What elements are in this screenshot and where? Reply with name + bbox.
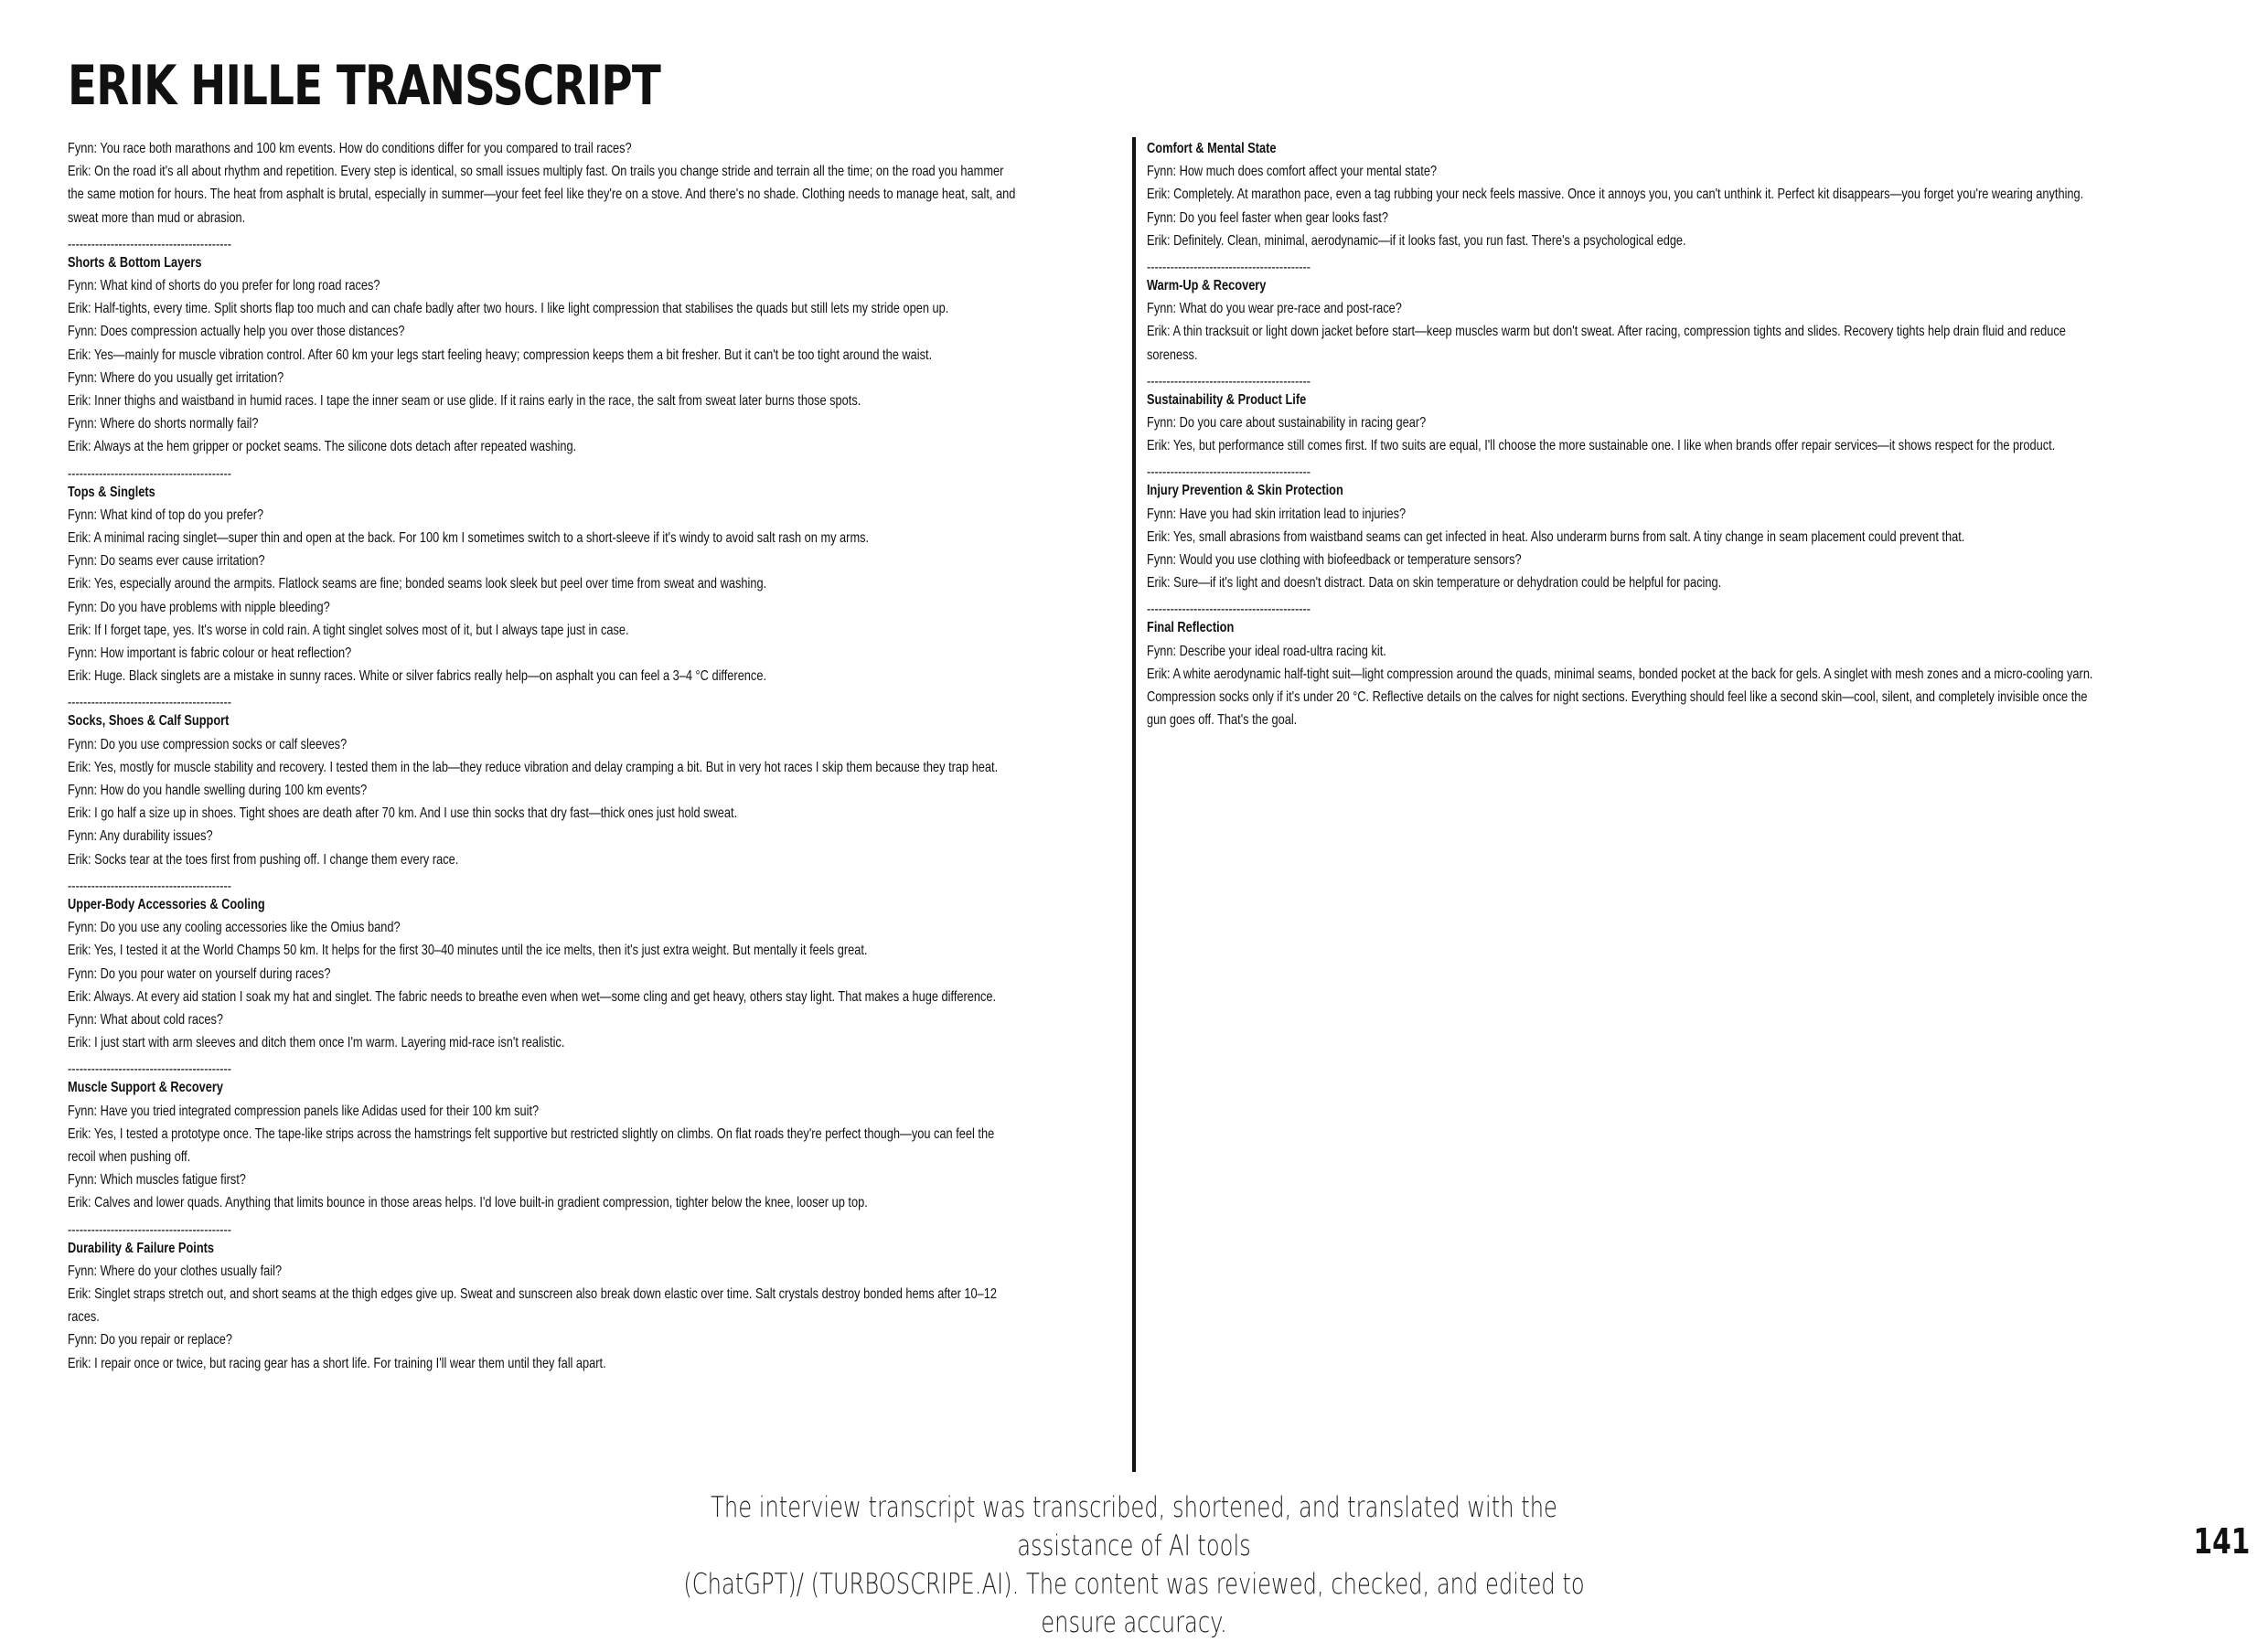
transcript-line: the same motion for hours. The heat from asphalt is brutal, especially in summer—your feet feel like they're on a stove. And there's no shade. Clothing needs to manage heat, salt, and xyxy=(68,187,1016,203)
transcript-line: Erik: I just start with arm sleeves and ditch them once I'm warm. Layering mid-race isn't realistic. xyxy=(68,1035,565,1051)
transcript-section xyxy=(68,239,1129,459)
section-heading: Tops & Singlets xyxy=(68,484,155,500)
section-heading: Upper-Body Accessories & Cooling xyxy=(68,896,265,912)
transcript-line: Erik: Half-tights, every time. Split shorts flap too much and can chafe badly after two hours. I like light compression that stabilises the quads but still lets my stride open up. xyxy=(68,301,949,317)
section-heading: Warm-Up & Recovery xyxy=(1147,278,1267,294)
transcript-line: Erik: Yes, I tested a prototype once. The tape-like strips across the hamstrings felt supportive but restricted slightly on climbs. On flat roads they're perfect though—you can feel the xyxy=(68,1125,995,1142)
section-heading: Durability & Failure Points xyxy=(68,1240,215,1256)
transcript-line: gun goes off. That's the goal. xyxy=(1147,712,1298,729)
transcript-line: Fynn: Would you use clothing with biofeedback or temperature sensors? xyxy=(1147,552,1522,569)
transcript-line: Fynn: Do seams ever cause irritation? xyxy=(68,553,265,570)
transcript-section xyxy=(68,468,1129,688)
transcript-line: Fynn: Do you repair or replace? xyxy=(68,1332,232,1349)
transcript-line: Erik: A minimal racing singlet—super thin and open at the back. For 100 km I sometimes switch to a short-sleeve if it's windy to avoid salt rash on my arms. xyxy=(68,530,870,547)
transcript-section xyxy=(1147,466,2208,594)
transcript-line: Fynn: Do you feel faster when gear looks fast? xyxy=(1147,209,1388,226)
transcript-line: Erik: Yes—mainly for muscle vibration control. After 60 km your legs start feeling heavy; compression keeps them a bit fresher. But it can't be too tight around the waist. xyxy=(68,347,933,363)
transcript-section xyxy=(68,880,1129,1054)
section-divider: ------------------------------------------ xyxy=(68,880,232,893)
transcript-line: Erik: Yes, mostly for muscle stability and recovery. I tested them in the lab—they reduce vibration and delay cramping a bit. But in very hot races I skip them because they trap heat. xyxy=(68,759,999,775)
transcript-line: Fynn: Do you have problems with nipple bleeding? xyxy=(68,599,330,615)
transcript-line: Fynn: Have you had skin irritation lead to injuries? xyxy=(1147,506,1407,522)
transcript-line: Erik: Completely. At marathon pace, even a tag rubbing your neck feels massive. Once it annoys you, you can't unthink it. Perfect kit disappears—you forget you're wearing anything. xyxy=(1147,187,2084,203)
transcript-line: Erik: Yes, but performance still comes first. If two suits are equal, I'll choose the more sustainable one. I like when brands offer repair services—it shows respect for the product. xyxy=(1147,438,2056,454)
transcript-line: Fynn: What do you wear pre-race and post-race? xyxy=(1147,301,1402,317)
transcript-line: Fynn: What kind of top do you prefer? xyxy=(68,506,264,523)
transcript-line: Erik: Always at the hem gripper or pocket seams. The silicone dots detach after repeated washing. xyxy=(68,439,577,455)
transcript-line: Erik: I repair once or twice, but racing gear has a short life. For training I'll wear them until they fall apart. xyxy=(68,1355,606,1371)
transcript-section xyxy=(1147,137,2208,252)
section-divider: ------------------------------------------ xyxy=(1147,466,1311,480)
transcript-line: Compression socks only if it's under 20 °C. Reflective details on the calves for night sections. Everything should feel like a second skin—cool, silent, and completely invisible once the xyxy=(1147,689,2088,706)
transcript-line: soreness. xyxy=(1147,347,1198,363)
transcript-line: Fynn: How important is fabric colour or heat reflection? xyxy=(68,645,352,662)
intro-section xyxy=(68,137,1129,229)
transcript-line: Erik: Sure—if it's light and doesn't distract. Data on skin temperature or dehydration could be helpful for pacing. xyxy=(1147,575,1722,592)
transcript-line: Fynn: Where do you usually get irritation? xyxy=(68,369,284,386)
transcript-line: Fynn: You race both marathons and 100 km events. How do conditions differ for you compared to trail races? xyxy=(68,141,632,156)
section-divider: ------------------------------------------ xyxy=(1147,261,1311,275)
section-heading: Comfort & Mental State xyxy=(1147,141,1277,156)
transcript-section xyxy=(68,697,1129,870)
transcript-line: Fynn: Do you use any cooling accessories like the Omius band? xyxy=(68,920,401,936)
page-title: ERIK HILLE TRANSSCRIPT xyxy=(68,54,660,118)
transcript-line: Erik: Yes, I tested it at the World Champs 50 km. It helps for the first 30–40 minutes until the ice melts, then it's just extra weight. But mentally it feels great. xyxy=(68,943,868,959)
transcript-line: Erik: A white aerodynamic half-tight suit—light compression around the quads, minimal seams, bonded pocket at the back for gels. A singlet with mesh zones and a micro-cooling yarn. xyxy=(1147,666,2093,682)
section-heading: Sustainability & Product Life xyxy=(1147,391,1307,408)
transcript-line: Erik: If I forget tape, yes. It's worse in cold rain. A tight singlet solves most of it, but I always tape just in case. xyxy=(68,622,629,638)
transcript-line: recoil when pushing off. xyxy=(68,1148,191,1165)
section-divider: ------------------------------------------ xyxy=(68,1223,232,1237)
footer-line-2: (ChatGPT)/ (TURBOSCRIPE.AI). The content was reviewed, checked, and edited to ensure accuracy. xyxy=(683,1568,1585,1639)
section-divider: ------------------------------------------ xyxy=(1147,603,1311,617)
section-heading: Shorts & Bottom Layers xyxy=(68,254,202,271)
transcript-line: Erik: On the road it's all about rhythm and repetition. Every step is identical, so small issues multiply fast. On trails you change stride and terrain all the time; on the road you hammer xyxy=(68,164,1004,180)
transcript-section xyxy=(1147,376,2208,458)
transcript-line: Erik: A thin tracksuit or light down jacket before start—keep muscles warm but don't sweat. After racing, compression tights and slides. Recovery tights help drain fluid and reduce xyxy=(1147,324,2066,340)
transcript-line: Fynn: Do you care about sustainability in racing gear? xyxy=(1147,415,1427,432)
transcript-line: Erik: Definitely. Clean, minimal, aerodynamic—if it looks fast, you run fast. There's a psychological edge. xyxy=(1147,232,1686,249)
transcript-line: Erik: Huge. Black singlets are a mistake in sunny races. White or silver fabrics really help—on asphalt you can feel a 3–4 °C difference. xyxy=(68,668,766,685)
column-divider-rule xyxy=(1132,137,1136,1472)
section-heading: Final Reflection xyxy=(1147,620,1235,636)
transcript-line: Erik: Socks tear at the toes first from pushing off. I change them every race. xyxy=(68,851,459,868)
section-heading: Socks, Shoes & Calf Support xyxy=(68,713,230,730)
section-divider: ------------------------------------------ xyxy=(68,467,232,481)
transcript-line: Fynn: Which muscles fatigue first? xyxy=(68,1172,246,1189)
transcript-line: Erik: Inner thighs and waistband in humid races. I tape the inner seam or use glide. If it rains early in the race, the salt from sweat later burns those spots. xyxy=(68,393,861,410)
transcript-section xyxy=(68,1063,1129,1214)
transcript-section xyxy=(1147,603,2208,731)
ai-disclaimer-footer xyxy=(678,1488,1590,1642)
transcript-line: Fynn: Where do your clothes usually fail? xyxy=(68,1263,283,1279)
section-divider: ------------------------------------------ xyxy=(1147,375,1311,389)
transcript-line: Fynn: Describe your ideal road-ultra racing kit. xyxy=(1147,643,1386,659)
section-divider: ------------------------------------------ xyxy=(68,697,232,710)
transcript-line: Fynn: Have you tried integrated compression panels like Adidas used for their 100 km suit? xyxy=(68,1103,540,1119)
transcript-line: Fynn: Where do shorts normally fail? xyxy=(68,416,259,432)
transcript-line: Fynn: How do you handle swelling during 100 km events? xyxy=(68,783,368,799)
transcript-line: Erik: I go half a size up in shoes. Tight shoes are death after 70 km. And I use thin socks that dry fast—thick ones just hold sweat. xyxy=(68,805,738,822)
transcript-column-right xyxy=(1147,137,2208,731)
transcript-line: Erik: Yes, small abrasions from waistband seams can get infected in heat. Also underarm burns from salt. A tiny change in seam placement could prevent that. xyxy=(1147,528,1965,545)
transcript-line: Fynn: Do you pour water on yourself during races? xyxy=(68,965,331,982)
transcript-column-left xyxy=(68,137,1129,1375)
transcript-line: Fynn: What kind of shorts do you prefer for long road races? xyxy=(68,278,380,294)
transcript-line: sweat more than mud or abrasion. xyxy=(68,209,246,226)
section-divider: ------------------------------------------ xyxy=(68,238,232,251)
transcript-section xyxy=(68,1224,1129,1375)
section-heading: Injury Prevention & Skin Protection xyxy=(1147,483,1343,499)
footer-line-1: The interview transcript was transcribed, shortened, and translated with the assistance of AI tools xyxy=(711,1491,1557,1562)
transcript-line: Erik: Yes, especially around the armpits. Flatlock seams are fine; bonded seams look sleek but peel over time from sweat and washing. xyxy=(68,576,767,592)
transcript-line: races. xyxy=(68,1309,100,1326)
transcript-line: Fynn: How much does comfort affect your mental state? xyxy=(1147,164,1438,180)
transcript-line: Fynn: Do you use compression socks or calf sleeves? xyxy=(68,736,348,752)
page-number: 141 xyxy=(2193,1521,2250,1562)
transcript-line: Fynn: Does compression actually help you over those distances? xyxy=(68,324,405,340)
transcript-line: Fynn: Any durability issues? xyxy=(68,828,213,845)
section-divider: ------------------------------------------ xyxy=(68,1063,232,1077)
transcript-line: Erik: Calves and lower quads. Anything that limits bounce in those areas helps. I'd love built-in gradient compression, tighter below the knee, looser up top. xyxy=(68,1195,868,1211)
transcript-section xyxy=(1147,261,2208,367)
transcript-line: Erik: Always. At every aid station I soak my hat and singlet. The fabric needs to breathe even when wet—some cling and get heavy, others stay light. That makes a huge difference. xyxy=(68,988,997,1005)
section-heading: Muscle Support & Recovery xyxy=(68,1080,223,1096)
transcript-line: Erik: Singlet straps stretch out, and short seams at the thigh edges give up. Sweat and sunscreen also break down elastic over time. Salt crystals destroy bonded hems after 10–12 xyxy=(68,1285,998,1302)
transcript-line: Fynn: What about cold races? xyxy=(68,1011,224,1028)
